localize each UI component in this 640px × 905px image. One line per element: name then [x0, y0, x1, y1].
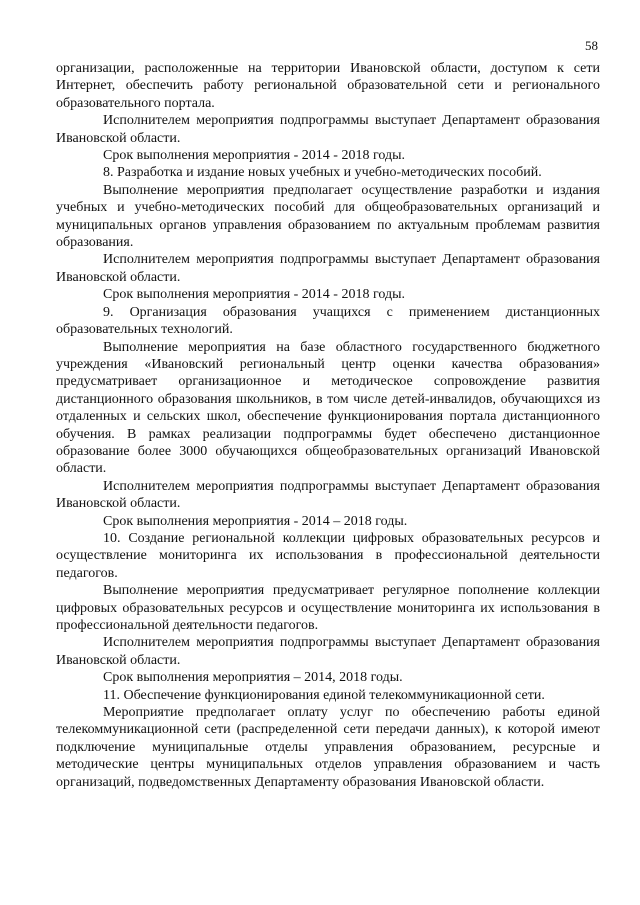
paragraph-15: Срок выполнения мероприятия – 2014, 2018 годы. — [103, 670, 403, 686]
paragraph-14: Исполнителем мероприятия подпрограммы выступает Департамент образования Ивановской области. — [56, 635, 600, 668]
paragraph-5: Выполнение мероприятия предполагает осуществление разработки и издания учебных и учебно-методических пособий для общеобразовательных организаций и муниципальных органов управления образованием по актуальным проблемам развития образования. — [56, 182, 600, 251]
paragraph-17: Мероприятие предполагает оплату услуг по обеспечению работы единой телекоммуникационной сети (распределенной сети передачи данных), к которой имеют подключение муниципальные отделы управления образованием, ресурсные и методические центры муниципальных отделов управления образованием и часть организаций, подведомственных Департаменту образования Ивановской области. — [56, 705, 600, 790]
section-heading-8: 8. Разработка и издание новых учебных и учебно-методических пособий. — [103, 165, 542, 181]
document-body — [56, 60, 600, 791]
paragraph-2: Исполнителем мероприятия подпрограммы выступает Департамент образования Ивановской области. — [56, 113, 600, 146]
paragraph-1: организации, расположенные на территории Ивановской области, доступом к сети Интернет, обеспечить работу региональной образовательной сети и регионального образовательного портала. — [56, 61, 600, 111]
paragraph-10: Исполнителем мероприятия подпрограммы выступает Департамент образования Ивановской области. — [56, 478, 600, 512]
paragraph-3: Срок выполнения мероприятия - 2014 - 2018 годы. — [103, 148, 405, 164]
paragraph-9: Выполнение мероприятия на базе областного государственного бюджетного учреждения «Ивановский региональный центр оценки качества образования» предусматривает организационное и методическое сопровождение развития дистанционного образования школьников, в том числе детей-инвалидов, обучающихся из отдаленных и сельских школ, обеспечение функционирования портала дистанционного обучения. В рамках реализации подпрограммы будет обеспечено дистанционное образование более 3000 обучающихся общеобразовательных организаций Ивановской области. — [56, 339, 600, 477]
page-number: 58 — [585, 38, 598, 53]
section-heading-9: 9. Организация образования учащихся с применением дистанционных образовательных технологий. — [56, 304, 600, 338]
section-heading-10: 10. Создание региональной коллекции цифровых образовательных ресурсов и осуществление мониторинга их использования в профессиональной деятельности педагогов. — [56, 530, 600, 581]
paragraph-6: Исполнителем мероприятия подпрограммы выступает Департамент образования Ивановской области. — [56, 252, 600, 285]
paragraph-7: Срок выполнения мероприятия - 2014 - 2018 годы. — [103, 287, 405, 303]
paragraph-11: Срок выполнения мероприятия - 2014 – 2018 годы. — [103, 513, 408, 529]
section-heading-11: 11. Обеспечение функционирования единой телекоммуникационной сети. — [103, 687, 545, 703]
paragraph-13: Выполнение мероприятия предусматривает регулярное пополнение коллекции цифровых образовательных ресурсов и осуществление мониторинга их использования в профессиональной деятельности педагогов. — [56, 583, 600, 633]
